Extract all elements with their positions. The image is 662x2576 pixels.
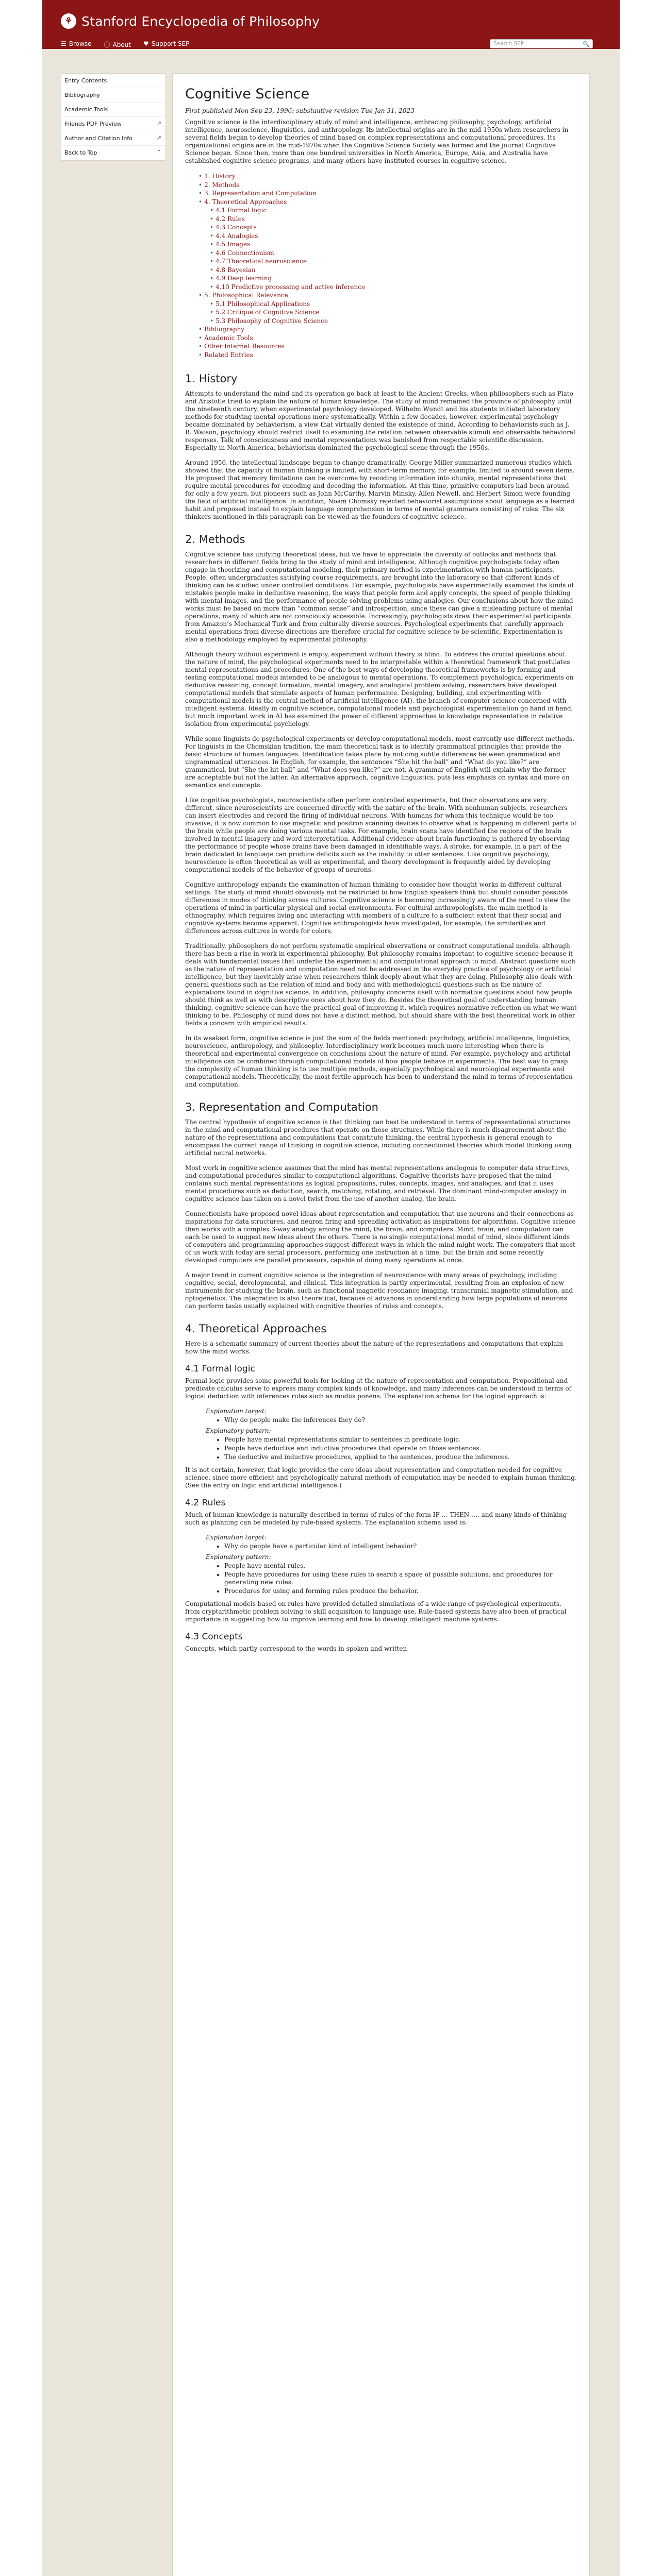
toc-bullet-icon: •	[198, 326, 203, 333]
toc-number: 4.3	[216, 224, 226, 231]
sidebar-item-label: Entry Contents	[64, 77, 107, 84]
subsection-heading-concepts: 4.3 Concepts	[185, 1632, 243, 1642]
paragraph: Much of human knowledge is naturally described in terms of rules of the form IF … THEN …, and many kinds of thinking such as planning can be modeled by rule-based systems. The explanation schema used is:	[185, 1511, 567, 1526]
explanation-schema	[206, 1408, 577, 1461]
paragraph: In its weakest form, cognitive science is just the sum of the fields mentioned: psychology, artificial intelligence, linguistics, neuroscience, anthropology, and philosophy. Interdisciplinary work becomes much more interesting when there is theoretical and experimental convergence on conclusions about the nature of mind. For example, psychology and artificial intelligence can be combined through computational models of how people behave in experiments. The best way to grasp the complexity of human thinking is to use multiple methods, especially psychological and neurological experiments and computational models. Theoretically, the most fertile approach has been to understand the mind in terms of representation and computation.	[185, 1035, 573, 1088]
toc-bullet-icon: •	[210, 258, 214, 265]
toc-number: 4.2	[216, 215, 226, 223]
schema-label: Explanatory pattern:	[206, 1427, 271, 1434]
paragraph: Connectionists have proposed novel ideas about representation and computation that use neurons and their connections as inspirations for data structures, and neuron firing and spreading activation as inspirations for algorithms. Cognitive science then works with a complex 3-way analogy among the mind, the brain, and computers. Mind, brain, and computation can each be used to suggest new ideas about the others. There is no single computational model of mind, since different kinds of computers and programming approaches suggest different ways in which the mind might work. The computers that most of us work with today are serial processors, performing one instruction at a time, but the brain and some recently developed computers are parallel processors, capable of doing many operations at once.	[185, 1210, 576, 1264]
toc-item[interactable]	[198, 291, 577, 325]
toc-link[interactable]: Representation and Computation	[212, 190, 317, 197]
page-title: Cognitive Science	[185, 86, 310, 102]
search-input[interactable]	[490, 39, 593, 48]
explanation-schema	[206, 1534, 577, 1595]
toc-bullet-icon: •	[210, 232, 214, 240]
toc-link[interactable]: Theoretical Approaches	[212, 198, 287, 206]
toc-number: 4.10	[216, 283, 229, 291]
toc-item[interactable]	[210, 232, 577, 241]
toc-item[interactable]	[198, 342, 577, 351]
toc-item[interactable]	[210, 249, 577, 258]
toc-bullet-icon: •	[210, 249, 214, 257]
toc-bullet-icon: •	[210, 215, 214, 223]
toc-link[interactable]: Connectionism	[227, 249, 274, 257]
toc-bullet-icon: •	[210, 309, 214, 316]
toc-item[interactable]	[198, 172, 577, 181]
nav-about-label: About	[112, 41, 131, 48]
list-item: • People have mental rules.	[224, 1562, 577, 1570]
sidebar-item-academic-tools[interactable]	[61, 103, 166, 117]
toc-link[interactable]: Philosophical Applications	[227, 300, 310, 308]
list-item: • People have procedures for using these rules to search a space of possible solutions, and procedures for generating new rules.	[224, 1571, 577, 1586]
intro-paragraph: Cognitive science is the interdisciplinary study of mind and intelligence, embracing philosophy, psychology, artificial intelligence, neuroscience, linguistics, and anthropology. Its intellectual origins are in the mid-1950s when researchers in several fields began to develop theories of mind based on complex representations and computational procedures. Its organizational origins are in the mid-1970s when the Cognitive Science Society was formed and the journal Cognitive Science began. Since then, more than one hundred universities in North America, Europe, Asia, and Australia have established cognitive science programs, and many others have instituted courses in cognitive science.	[185, 118, 569, 164]
toc-bullet-icon: •	[198, 334, 203, 342]
list-item: • People have mental representations similar to sentences in predicate logic.	[224, 1436, 577, 1444]
paragraph: Computational models based on rules have provided detailed simulations of a wide range of psychological experiments, from cryptarithmetic problem solving to skill acquisition to language use. Rule-based systems have also been of practical importance in suggesting how to improve learning and how to develop intelligent machine systems.	[185, 1600, 567, 1623]
chevron-up-icon: ⌃	[156, 149, 161, 156]
sidebar	[61, 73, 166, 161]
toc-item[interactable]	[210, 308, 577, 317]
toc-number: 5.3	[216, 317, 226, 325]
toc-item[interactable]	[210, 215, 577, 224]
menu-icon: ☰	[61, 40, 67, 47]
sidebar-item-label: Friends PDF Preview	[64, 121, 122, 127]
search-placeholder: Search SEP	[493, 41, 524, 47]
sidebar-item-back-to-top[interactable]	[61, 146, 166, 160]
toc-link[interactable]: Critique of Cognitive Science	[227, 309, 320, 316]
toc-number: 2.	[204, 181, 210, 189]
schema-label: Explanation target:	[206, 1534, 267, 1541]
paragraph: While some linguists do psychological experiments or develop computational models, most currently use different methods. For linguists in the Chomskian tradition, the main theoretical task is to identify grammatical principles that provide the basic structure of human languages. Identification takes place by noticing subtle differences between grammatical and ungrammatical utterances. In English, for example, the sentences “She hit the ball” and “What do you like?” are grammatical, but “She the hit ball” and “What does you like?” are not. A grammar of English will explain why the former are acceptable but not the latter. An alternative approach, cognitive linguistics, puts less emphasis on syntax and more on semantics and concepts.	[185, 735, 574, 789]
toc-sublist	[198, 300, 577, 326]
paragraph: The central hypothesis of cognitive science is that thinking can best be understood in terms of representational structures in the mind and computational procedures that operate on those structures. While there is much disagreement about the nature of the representations and computations that constitute thinking, the central hypothesis is general enough to encompass the current range of thinking in cognitive science, including connectionist theories which model thinking using artificial neural networks.	[185, 1118, 572, 1157]
toc-number: 3.	[204, 190, 210, 197]
toc-bullet-icon: •	[198, 292, 203, 299]
toc-number: 1.	[204, 173, 210, 180]
toc-item[interactable]	[210, 274, 577, 283]
paragraph: Traditionally, philosophers do not perform systematic empirical observations or construct computational models, although there has been a rise in work in experimental philosophy. But philosophy remains important to cognitive science because it deals with fundamental issues that underlie the experimental and computational approach to mind. Abstract questions such as the nature of representation and computation need not be addressed in the everyday practice of psychology or artificial intelligence, but they inevitably arise when researchers think deeply about what they are doing. Philosophy also deals with general questions such as the relation of mind and body and with methodological questions such as the nature of explanations found in cognitive science. In addition, philosophy concerns itself with normative questions about how people should think as well as with descriptive ones about how they do. Besides the theoretical goal of understanding human thinking, cognitive science can have the practical goal of improving it, which requires normative reflection on what we want thinking to be. Philosophy of mind does not have a distinct method, but should share with the best theoretical work in other fields a concern with empirical results.	[185, 942, 577, 1027]
toc-bullet-icon: •	[210, 241, 214, 248]
toc-item[interactable]	[198, 198, 577, 292]
toc-bullet-icon: •	[210, 224, 214, 231]
toc-link[interactable]: Images	[227, 241, 251, 248]
toc-item[interactable]	[198, 334, 577, 343]
nav-support-label: Support SEP	[151, 40, 190, 47]
subsection-heading-formal-logic: 4.1 Formal logic	[185, 1364, 255, 1374]
section-heading-representation: 3. Representation and Computation	[185, 1101, 378, 1113]
toc-bullet-icon: •	[210, 283, 214, 291]
toc-item[interactable]	[210, 317, 577, 326]
toc-number: 4.8	[216, 266, 226, 274]
paragraph: Most work in cognitive science assumes that the mind has mental representations analogous to computer data structures, and computational procedures similar to computational algorithms. Cognitive theorists have proposed that the mind contains such mental representations as logical propositions, rules, concepts, images, and analogies, and that it uses mental procedures such as deduction, search, matching, rotating, and retrieval. The dominant mind-computer analogy in cognitive science has taken on a novel twist from the use of another analog, the brain.	[185, 1164, 570, 1202]
toc-link[interactable]: Bibliography	[204, 326, 245, 333]
toc-number: 4.	[204, 198, 210, 206]
toc-item[interactable]	[210, 266, 577, 275]
sep-seal-icon: ⚘	[61, 13, 76, 29]
paragraph: Concepts, which partly correspond to the words in spoken and written	[185, 1645, 407, 1652]
paragraph: Although theory without experiment is empty, experiment without theory is blind. To address the crucial questions about the nature of mind, the psychological experiments need to be interpretable within a theoretical framework that postulates mental representations and procedures. One of the best ways of developing theoretical frameworks is by forming and testing computational models intended to be analogous to mental operations. To complement psychological experiments on deductive reasoning, concept formation, mental imagery, and analogical problem solving, researchers have developed computational models that simulate aspects of human performance. Designing, building, and experimenting with computational models is the central method of artificial intelligence (AI), the branch of computer science concerned with intelligent systems. Ideally in cognitive science, computational models and psychological experimentation go hand in hand, but much important work in AI has examined the power of different approaches to knowledge representation in relative isolation from experimental psychology.	[185, 651, 574, 727]
list-item: • The deductive and inductive procedures, applied to the sentences, produce the inferences.	[224, 1453, 577, 1461]
schema-list	[206, 1543, 577, 1550]
top-nav	[61, 40, 189, 49]
schema-label: Explanation target:	[206, 1408, 267, 1415]
table-of-contents	[185, 172, 577, 359]
site-brand: Stanford Encyclopedia of Philosophy	[81, 13, 320, 29]
paragraph: Here is a schematic summary of current theories about the nature of the representations and computations that explain how the mind works.	[185, 1340, 563, 1355]
heart-icon: ♥	[143, 40, 149, 47]
toc-bullet-icon: •	[210, 300, 214, 308]
schema-list	[206, 1436, 577, 1461]
toc-bullet-icon: •	[198, 351, 203, 359]
nav-support[interactable]	[143, 40, 189, 49]
sidebar-item-pdf-preview[interactable]	[61, 117, 166, 131]
toc-link[interactable]: Academic Tools	[204, 334, 253, 342]
toc-item[interactable]	[210, 283, 577, 292]
paragraph: It is not certain, however, that logic provides the core ideas about representation and computation needed for cognitive science, since more efficient and psychologically natural methods of computation may be needed to explain human thinking. (See the entry on logic and artificial intelligence.)	[185, 1466, 577, 1489]
schema-list	[206, 1416, 577, 1424]
section-heading-theoretical: 4. Theoretical Approaches	[185, 1323, 327, 1335]
toc-link[interactable]: Other Internet Resources	[204, 343, 285, 350]
sidebar-item-label: Author and Citation Info	[64, 135, 133, 142]
site-header	[42, 0, 620, 49]
toc-link[interactable]: Philosophy of Cognitive Science	[227, 317, 328, 325]
paragraph: Formal logic provides some powerful tools for looking at the nature of representation and computation. Propositional and predicate calculus serve to express many complex kinds of knowledge, and many inferences can be understood in terms of logical deduction with inferences rules such as modus ponens. The explanation schema for the logical approach is:	[185, 1377, 571, 1400]
toc-link[interactable]: Theoretical neuroscience	[227, 258, 307, 265]
toc-bullet-icon: •	[198, 198, 203, 206]
publication-info: First published Mon Sep 23, 1996; substantive revision Tue Jan 31, 2023	[185, 107, 415, 114]
external-link-icon: ↗	[156, 134, 161, 141]
toc-number: 5.2	[216, 309, 226, 316]
sidebar-item-citation-info[interactable]	[61, 131, 166, 146]
schema-list	[206, 1562, 577, 1595]
toc-link[interactable]: Predictive processing and active inference	[231, 283, 366, 291]
article-main	[172, 73, 590, 2576]
toc-number: 4.6	[216, 249, 226, 257]
info-icon: ⓘ	[104, 41, 110, 48]
search-icon[interactable]: 🔍	[583, 41, 590, 47]
toc-item[interactable]	[210, 300, 577, 309]
toc-bullet-icon: •	[198, 190, 203, 197]
sidebar-item-label: Bibliography	[64, 92, 101, 98]
nav-browse-label: Browse	[69, 40, 92, 47]
toc-bullet-icon: •	[198, 181, 203, 189]
paragraph: Attempts to understand the mind and its operation go back at least to the Ancient Greeks, when philosophers such as Plato and Aristotle tried to explain the nature of human knowledge. The study of mind remained the province of philosophy until the nineteenth century, when experimental psychology developed. Wilhelm Wundt and his students initiated laboratory methods for studying mental operations more systematically. Within a few decades, however, experimental psychology became dominated by behaviorism, a view that virtually denied the existence of mind. According to behaviorists such as J. B. Watson, psychology should restrict itself to examining the relation between observable stimuli and observable behavioral responses. Talk of consciousness and mental representations was banished from respectable scientific discussion. Especially in North America, behaviorism dominated the psychological scene through the 1950s.	[185, 390, 575, 451]
list-item: • Procedures for using and forming rules produce the behavior.	[224, 1587, 577, 1595]
section-heading-methods: 2. Methods	[185, 533, 245, 546]
toc-number: 4.9	[216, 275, 226, 282]
toc-link[interactable]: History	[212, 173, 236, 180]
toc-sublist	[198, 206, 577, 291]
toc-link[interactable]: Related Entries	[204, 351, 253, 359]
toc-item[interactable]	[210, 257, 577, 266]
list-item: • Why do people have a particular kind of intelligent behavior?	[224, 1543, 577, 1550]
paragraph: A major trend in current cognitive science is the integration of neuroscience with many areas of psychology, including cognitive, social, developmental, and clinical. This integration is partly experimental, resulting from an explosion of new instruments for studying the brain, such as functional magnetic resonance imaging, transcranial magnetic stimulation, and optogenetics. The integration is also theoretical, because of advances in understanding how large populations of neurons can perform tasks usually explained with cognitive theories of rules and concepts.	[185, 1272, 573, 1310]
toc-bullet-icon: •	[210, 317, 214, 325]
nav-browse[interactable]	[61, 40, 91, 49]
paragraph: Cognitive anthropology expands the examination of human thinking to consider how thought works in different cultural settings. The study of mind should obviously not be restricted to how English speakers think but should consider possible differences in modes of thinking across cultures. Cognitive science is becoming increasingly aware of the need to view the operations of mind in particular physical and social environments. For cultural anthropologists, the main method is ethnography, which requires living and interacting with members of a culture to a sufficient extent that their social and cognitive systems become apparent. Cognitive anthropologists have investigated, for example, the similarities and differences across cultures in words for colors.	[185, 881, 571, 935]
subsection-heading-rules: 4.2 Rules	[185, 1498, 226, 1508]
toc-number: 5.	[204, 292, 210, 299]
toc-item[interactable]	[198, 351, 577, 360]
toc-item[interactable]	[198, 181, 577, 190]
toc-number: 5.1	[216, 300, 226, 308]
toc-number: 4.5	[216, 241, 226, 248]
toc-bullet-icon: •	[210, 266, 214, 274]
toc-link[interactable]: Rules	[227, 215, 245, 223]
toc-number: 4.4	[216, 232, 226, 240]
sidebar-item-label: Academic Tools	[64, 106, 108, 113]
section-heading-history: 1. History	[185, 372, 238, 385]
toc-link[interactable]: Formal logic	[227, 207, 267, 214]
paragraph: Around 1956, the intellectual landscape began to change dramatically. George Miller summarized numerous studies which showed that the capacity of human thinking is limited, with short-term memory, for example, limited to around seven items. He proposed that memory limitations can be overcome by recoding information into chunks, mental representations that require mental procedures for encoding and decoding the information. At this time, primitive computers had been around for only a few years, but pioneers such as John McCarthy, Marvin Minsky, Allen Newell, and Herbert Simon were founding the field of artificial intelligence. In addition, Noam Chomsky rejected behaviorist assumptions about language as a learned habit and proposed instead to explain language comprehension in terms of mental grammars consisting of rules. The six thinkers mentioned in this paragraph can be viewed as the founders of cognitive science.	[185, 459, 575, 520]
list-item: • People have deductive and inductive procedures that operate on those sentences.	[224, 1445, 577, 1452]
toc-item[interactable]	[210, 240, 577, 249]
sidebar-item-bibliography[interactable]	[61, 88, 166, 103]
paragraph: Cognitive science has unifying theoretical ideas, but we have to appreciate the diversity of outlooks and methods that researchers in different fields bring to the study of mind and intelligence. Although cognitive psychologists today often engage in theorizing and computational modeling, their primary method is experimentation with human participants. People, often undergraduates satisfying course requirements, are brought into the laboratory so that different kinds of thinking can be studied under controlled conditions. For example, psychologists have experimentally examined the kinds of mistakes people make in deductive reasoning, the ways that people form and apply concepts, the speed of people thinking with mental images, and the performance of people solving problems using analogies. Our conclusions about how the mind works must be based on more than “common sense” and introspection, since these can give a misleading picture of mental operations, many of which are not consciously accessible. Increasingly, psychologists draw their experimental participants from Amazon’s Mechanical Turk and from culturally diverse sources. Psychological experiments that carefully approach mental operations from diverse directions are therefore crucial for cognitive science to be scientific. Experimentation is also a methodology employed by experimental philosophy.	[185, 551, 574, 643]
toc-item[interactable]	[210, 223, 577, 232]
sidebar-item-entry-contents[interactable]	[61, 74, 166, 88]
list-item: • Why do people make the inferences they do?	[224, 1416, 577, 1424]
site-logo[interactable]	[61, 13, 320, 29]
toc-link[interactable]: Concepts	[227, 224, 257, 231]
nav-about[interactable]	[104, 40, 131, 49]
sidebar-item-label: Back to Top	[64, 149, 97, 156]
paragraph: Like cognitive psychologists, neuroscientists often perform controlled experiments, but their observations are very different, since neuroscientists are concerned directly with the nature of the brain. With nonhuman subjects, researchers can insert electrodes and record the firing of individual neurons. With humans for whom this technique would be too invasive, it is now common to use magnetic and positron scanning devices to observe what is happening in different parts of the brain while people are doing various mental tasks. For example, brain scans have identified the regions of the brain involved in mental imagery and word interpretation. Additional evidence about brain functioning is gathered by observing the performance of people whose brains have been damaged in identifiable ways. A stroke, for example, in a part of the brain dedicated to language can produce deficits such as the inability to utter sentences. Like cognitive psychology, neuroscience is often theoretical as well as experimental, and theory development is frequently aided by developing computational models of the behavior of groups of neurons.	[185, 796, 577, 873]
toc-link[interactable]: Analogies	[227, 232, 258, 240]
toc-link[interactable]: Methods	[212, 181, 240, 189]
toc-number: 4.7	[216, 258, 226, 265]
toc-number: 4.1	[216, 207, 226, 214]
toc-link[interactable]: Bayesian	[227, 266, 256, 274]
schema-label: Explanatory pattern:	[206, 1553, 271, 1561]
toc-bullet-icon: •	[198, 343, 203, 350]
toc-link[interactable]: Deep learning	[227, 275, 272, 282]
toc-item[interactable]	[210, 206, 577, 215]
external-link-icon: ↗	[156, 120, 161, 127]
toc-bullet-icon: •	[198, 173, 203, 180]
toc-link[interactable]: Philosophical Relevance	[212, 292, 288, 299]
toc-bullet-icon: •	[210, 207, 214, 214]
toc-bullet-icon: •	[210, 275, 214, 282]
toc-item[interactable]	[198, 325, 577, 334]
toc-item[interactable]	[198, 189, 577, 198]
page-frame	[42, 0, 620, 2576]
